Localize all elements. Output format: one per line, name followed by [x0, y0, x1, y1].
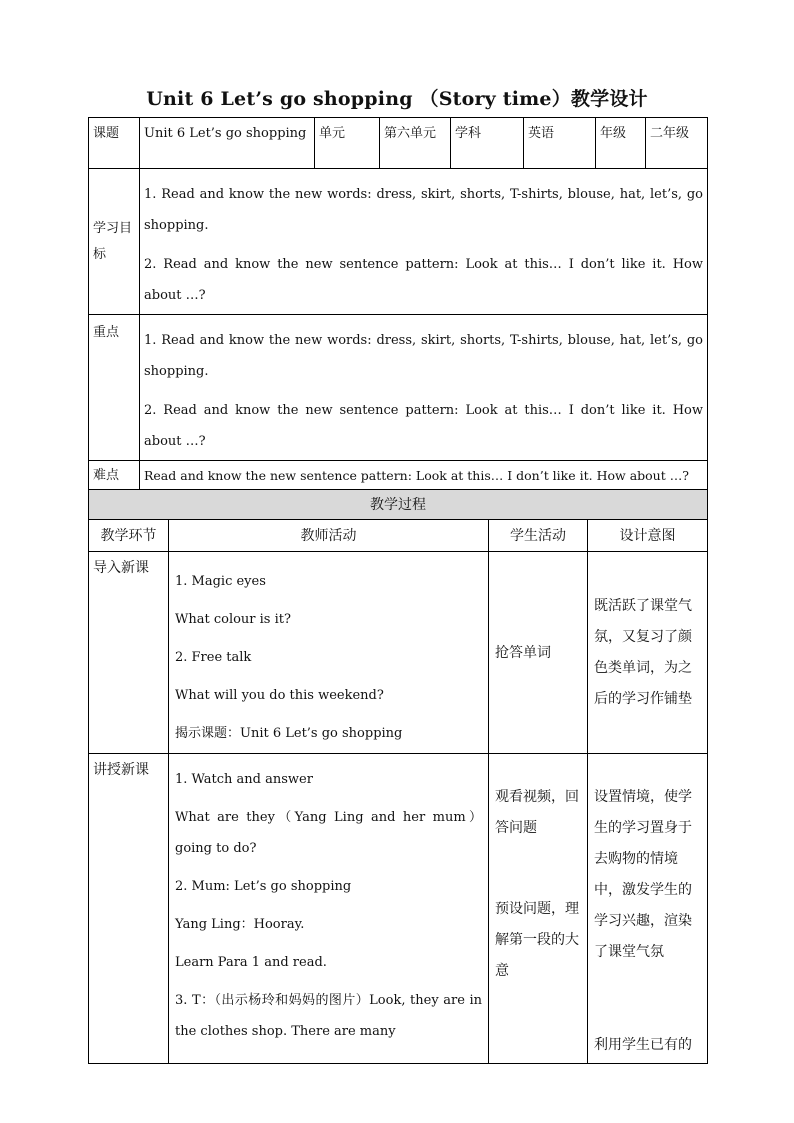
teacher-step: 揭示课题：Unit 6 Let’s go shopping [175, 726, 403, 741]
header-intent: 设计意图 [588, 520, 708, 552]
teacher-step: What colour is it? [175, 612, 291, 627]
unit-label: 单元 [315, 118, 380, 169]
intent-step: 利用学生已有的 [594, 1037, 692, 1053]
process-table [88, 489, 708, 1064]
teacher-step: Learn Para 1 and read. [175, 955, 327, 970]
student-step: 观看视频，回答问题 [495, 789, 579, 836]
key-points-label: 重点 [89, 315, 140, 461]
info-table [88, 117, 708, 491]
intent-intro: 既活跃了课堂气氛，又复习了颜色类单词，为之后的学习作铺垫 [588, 552, 708, 754]
student-step: 预设问题，理解第一段的大意 [495, 901, 579, 979]
objective-item: 2. Read and know the new sentence pattern: Look at this… I don’t like it. How about …? [144, 257, 703, 303]
objectives-label: 学习目标 [89, 169, 140, 315]
grade-label: 年级 [596, 118, 646, 169]
document-title: Unit 6 Let’s go shopping （Story time）教学设计 [146, 88, 648, 110]
topic-value: Unit 6 Let’s go shopping [140, 118, 315, 169]
teacher-step: 2. Mum: Let’s go shopping [175, 879, 352, 894]
student-new [489, 754, 588, 1064]
difficulty-label: 难点 [89, 461, 140, 491]
header-stage: 教学环节 [89, 520, 169, 552]
teacher-step: What are they（Yang Ling and her mum）going to do? [175, 810, 482, 856]
subject-value: 英语 [524, 118, 596, 169]
stage-intro: 导入新课 [89, 552, 169, 754]
stage-new: 讲授新课 [89, 754, 169, 1064]
key-point-item: 2. Read and know the new sentence pattern: Look at this… I don’t like it. How about …? [144, 403, 703, 449]
unit-value: 第六单元 [380, 118, 451, 169]
grade-value: 二年级 [646, 118, 708, 169]
subject-label: 学科 [451, 118, 524, 169]
objective-item: 1. Read and know the new words: dress, skirt, shorts, T-shirts, blouse, hat, let’s, go shopping. [144, 187, 703, 233]
difficulty-text: Read and know the new sentence pattern: Look at this… I don’t like it. How about …? [140, 461, 708, 491]
key-points-content [140, 315, 708, 461]
header-teacher: 教师活动 [169, 520, 489, 552]
teacher-step: What will you do this weekend? [175, 688, 384, 703]
teacher-new [169, 754, 489, 1064]
key-point-item: 1. Read and know the new words: dress, skirt, shorts, T-shirts, blouse, hat, let’s, go shopping. [144, 333, 703, 379]
teacher-step: 2. Free talk [175, 650, 252, 665]
intent-step: 设置情境，使学生的学习置身于去购物的情境中，激发学生的学习兴趣，渲染了课堂气氛 [594, 789, 692, 960]
objectives-content [140, 169, 708, 315]
teacher-step: 3. T：（出示杨玲和妈妈的图片）Look, they are in the clothes shop. There are many [175, 993, 482, 1039]
teacher-step: 1. Magic eyes [175, 574, 266, 589]
teacher-step: 1. Watch and answer [175, 772, 313, 787]
process-section-title: 教学过程 [89, 490, 708, 520]
header-student: 学生活动 [489, 520, 588, 552]
teacher-intro [169, 552, 489, 754]
intent-new [588, 754, 708, 1064]
teacher-step: Yang Ling：Hooray. [175, 917, 305, 932]
topic-label: 课题 [89, 118, 140, 169]
student-intro: 抢答单词 [489, 552, 588, 754]
